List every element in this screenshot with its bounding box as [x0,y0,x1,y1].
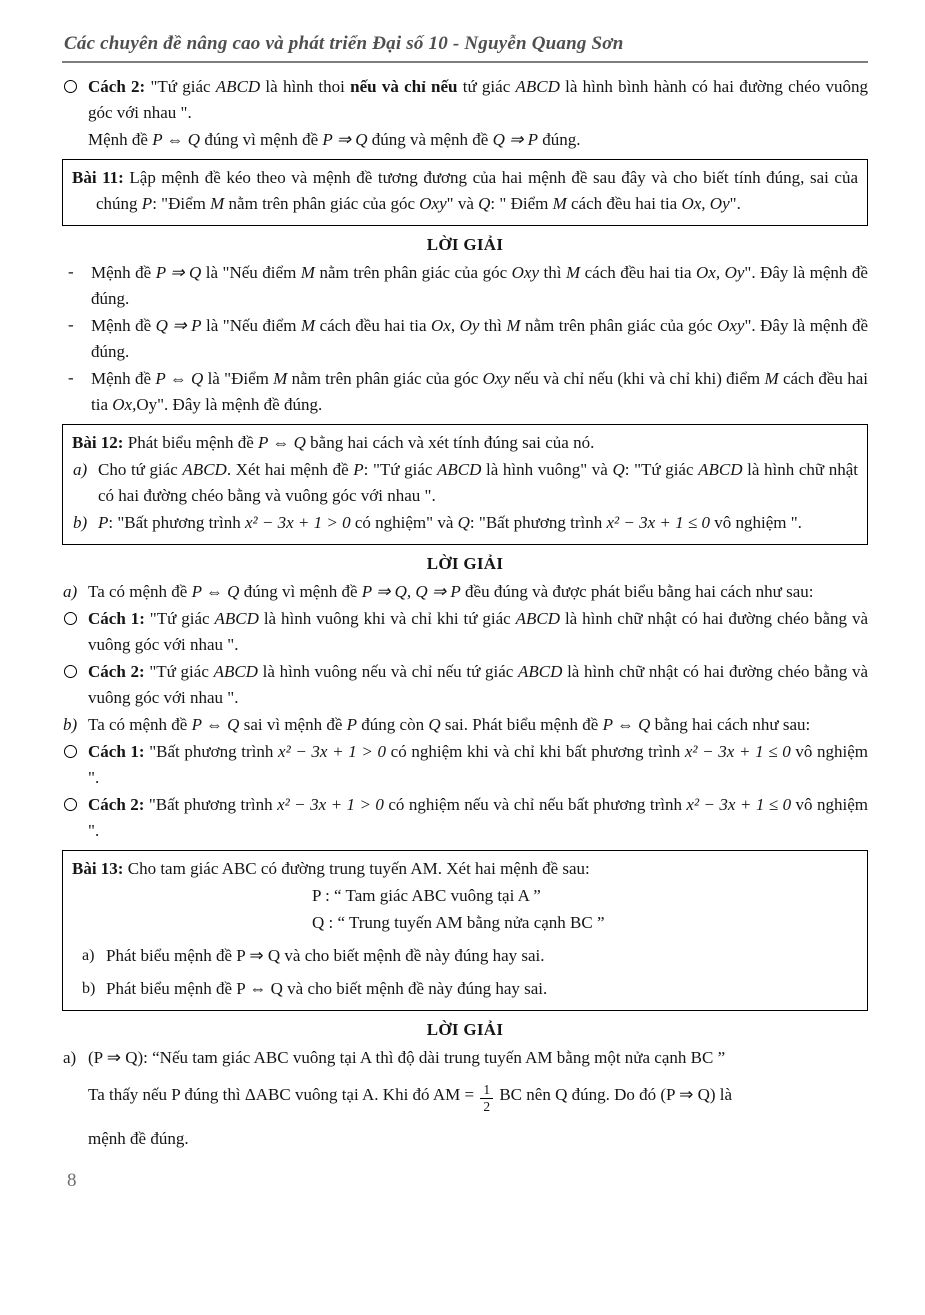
text-segment: cách đều hai tia [566,194,682,213]
text-segment: "Tứ giác [149,662,214,681]
text-segment: Mệnh đề [88,130,153,149]
text-segment: ABCD [515,77,560,96]
text-segment: Q [612,460,625,479]
text-segment: là hình vuông" và [481,460,613,479]
bai-13-statement [72,856,858,882]
text-segment: có nghiệm nếu và chỉ nếu bất phương trình [383,795,687,814]
text-segment: Ox, [112,395,137,414]
text-segment: x² − 3x + 1 > 0 [277,795,384,814]
text-segment: P ⇒ Q, Q ⇒ P [361,582,461,601]
solution-13-a-line2 [62,1082,868,1115]
text-segment: Oxy [717,316,745,335]
text-segment: ABCD [213,662,258,681]
text-segment: ABCD [215,77,261,96]
text-segment: ". Đây là mệnh đề đúng. [91,316,868,361]
item-letter: a) [73,460,88,479]
item-letter: a) [63,582,78,601]
text-segment: x² − 3x + 1 > 0 [244,513,351,532]
solution-item [62,366,868,418]
text-segment: cách đều hai tia [315,316,432,335]
text-segment: Bài 11: [72,168,130,187]
text-segment: Mệnh đề [91,316,156,335]
text-segment: đúng vì mệnh đề [239,582,362,601]
text-segment: Cách 1: [88,742,150,761]
item-letter: b) [73,513,88,532]
item-letter: b) [82,980,96,997]
text-segment: "Bất phương trình [148,795,278,814]
text-segment: ABCD [214,609,259,628]
circle-bullet-icon [64,80,77,93]
text-segment: Cách 1: [88,609,150,628]
text-segment: : "Điểm [152,194,211,213]
text-segment: cách đều hai tia [91,369,868,414]
circle-bullet-icon [64,745,77,758]
text-segment: nằm trên phân giác của góc [314,263,512,282]
text-segment: Q [428,715,441,734]
text-segment: Ox, Oy [431,316,480,335]
cach-1-item [62,739,868,791]
text-segment: "Bất phương trình [149,742,279,761]
text-segment: BC nên Q đúng. Do đó (P ⇒ Q) là [495,1085,733,1104]
text-segment: P [353,460,364,479]
text-segment: là "Điểm [203,369,274,388]
cach-1-item [62,606,868,658]
text-segment: vô nghiệm ". [709,513,802,532]
text-segment: P : “ Tam giác ABC vuông tại A ” [312,886,541,905]
circle-bullet-icon [64,665,77,678]
text-segment: ABCD [437,460,482,479]
solution-b [62,712,868,738]
text-segment: đúng. [538,130,581,149]
text-segment: Oy". Đây là mệnh đề đúng. [136,395,323,414]
text-segment: M [210,194,225,213]
text-segment: nằm trên phân giác của góc [520,316,718,335]
text-segment: là hình bình hành có hai đường chéo vuông góc với nhau ". [88,77,868,122]
text-segment: M [300,263,315,282]
text-segment: Cho tam giác ABC có đường trung tuyến AM. Xét hai mệnh đề sau: [127,859,590,878]
text-segment: M [273,369,288,388]
circle-bullet-icon [64,798,77,811]
page-number: 8 [67,1169,77,1191]
text-segment: M [552,194,567,213]
bai-11-statement [72,165,858,217]
text-segment: Cách 2: [88,795,149,814]
text-segment: có nghiệm khi và chỉ khi bất phương trình [386,742,685,761]
text-segment: Oxy [482,369,510,388]
cach-2-item [62,659,868,711]
text-segment: P ⇔ Q [152,130,201,149]
dash-bullet: - [68,262,74,281]
text-segment: ABCD [698,460,743,479]
text-segment: : "Tứ giác [363,460,438,479]
fraction-numerator: 1 [480,1082,493,1099]
text-segment: tứ giác [457,77,516,96]
statement-q [72,910,858,936]
text-segment: : "Bất phương trình [108,513,245,532]
item-letter: b) [63,715,78,734]
text-segment: đúng còn [357,715,429,734]
text-segment: là hình chữ nhật có hai đường chéo bằng và vuông góc với nhau ". [98,460,858,505]
bai-12-statement [72,430,858,456]
text-segment: Oxy [511,263,539,282]
solution-a [62,579,868,605]
text-segment: thì [479,316,507,335]
text-segment: M [506,316,521,335]
menh-de-conclusion [62,127,868,153]
text-segment: Ta có mệnh đề [88,582,192,601]
text-segment: Ta thấy nếu P đúng thì ΔABC vuông tại A. Khi đó AM = [88,1085,479,1104]
text-segment: "Tứ giác [150,77,216,96]
text-segment: P ⇒ Q [322,130,368,149]
text-segment: P ⇔ Q [155,369,204,388]
text-segment: ". [729,194,741,213]
text-segment: bằng hai cách và xét tính đúng sai của nó. [305,433,595,452]
text-segment: có nghiệm" và [350,513,458,532]
solution-13-a [62,1045,868,1071]
solution-13-a-line3 [62,1126,868,1152]
text-segment: Q [457,513,470,532]
section-heading: LỜI GIẢI [426,1020,504,1039]
text-segment: : " Điểm [490,194,553,213]
text-segment: Q : “ Trung tuyến AM bằng nửa cạnh BC ” [312,913,605,932]
text-segment: x² − 3x + 1 ≤ 0 [686,795,792,814]
text-segment: Q ⇒ P [155,316,202,335]
solution-item [62,313,868,365]
text-segment: M [764,369,779,388]
text-segment: Q ⇒ P [492,130,538,149]
text-segment: P ⇔ Q [258,433,306,452]
bai-12-part-b [72,510,858,536]
text-segment: P [141,194,153,213]
text-segment: sai. Phát biểu mệnh đề [440,715,603,734]
text-segment: P ⇔ Q [602,715,651,734]
text-segment: x² − 3x + 1 > 0 [278,742,387,761]
text-segment: Phát biểu mệnh đề P ⇒ Q và cho biết mệnh đề này đúng hay sai. [106,946,545,965]
text-segment: . Xét hai mệnh đề [226,460,354,479]
text-segment: P [98,513,109,532]
fraction-denominator: 2 [483,1099,491,1114]
text-segment: Mệnh đề [91,369,156,388]
solution-item [62,260,868,312]
text-segment: Ox, Oy [681,194,730,213]
text-segment: là "Nếu điểm [201,316,301,335]
text-segment: (P ⇒ Q): “Nếu tam giác ABC vuông tại A thì độ dài trung tuyến AM bằng một nửa cạnh BC ” [88,1048,726,1067]
text-segment: P ⇒ Q [155,263,202,282]
text-segment: Ox, Oy [696,263,745,282]
bai-13-part-a [72,943,858,969]
text-segment: Cách 2: [88,662,150,681]
text-segment: bằng hai cách như sau: [650,715,811,734]
text-segment: ". Đây là mệnh đề đúng. [91,263,868,308]
text-segment: P ⇔ Q [191,715,240,734]
text-segment: là hình chữ nhật có hai đường chéo bằng và vuông góc với nhau ". [88,662,868,707]
text-segment: là hình chữ nhật có hai đường chéo bằng và vuông góc với nhau ". [88,609,868,654]
cach-2-item [62,792,868,844]
text-segment: Q [478,194,491,213]
text-segment: là hình vuông khi và chỉ khi tứ giác [258,609,516,628]
text-segment: ABCD [518,662,563,681]
statement-p [72,883,858,909]
page-header-title: Các chuyên đề nâng cao và phát triển Đại số 10 - Nguyễn Quang Sơn [62,33,868,63]
text-segment: vô nghiệm ". [88,742,868,787]
item-letter: a) [82,947,95,964]
text-segment: thì [539,263,566,282]
text-segment: là hình vuông nếu và chỉ nếu tứ giác [257,662,518,681]
text-segment: mệnh đề đúng. [88,1128,189,1148]
text-segment: Lập mệnh đề kéo theo và mệnh đề tương đương của hai mệnh đề sau đây và cho biết tính đúng, sai của chúng [96,168,858,213]
bai-11-box [62,159,868,226]
text-segment: Oxy [419,194,447,213]
text-segment: Bài 12: [72,433,128,452]
text-segment: nếu và chỉ nếu (khi và chỉ khi) điểm [509,369,765,388]
text-segment: P ⇔ Q [191,582,240,601]
text-segment: ABCD [182,460,227,479]
text-segment: x² − 3x + 1 ≤ 0 [684,742,791,761]
cach-2-intro [62,74,868,126]
text-segment: là "Nếu điểm [201,263,301,282]
text-segment: " và [446,194,479,213]
bai-13-box [62,850,868,1011]
text-segment: P [346,715,358,734]
text-segment: nếu và chỉ nếu [350,77,458,96]
text-segment: : "Bất phương trình [469,513,607,532]
text-segment: đều đúng và được phát biểu bằng hai cách như sau: [460,582,814,601]
text-segment: đúng vì mệnh đề [200,130,323,149]
text-segment: đúng và mệnh đề [367,130,493,149]
section-heading: LỜI GIẢI [426,235,504,254]
content-blocks [62,74,868,1152]
bai-12-box [62,424,868,545]
text-segment: "Tứ giác [149,609,215,628]
dash-bullet: - [68,315,74,334]
text-segment: ABCD [515,609,561,628]
text-segment: là hình thoi [260,77,351,96]
text-segment: M [565,263,581,282]
text-segment: M [301,316,316,335]
bai-12-part-a [72,457,858,509]
text-segment: nằm trên phân giác của góc [287,369,483,388]
text-segment: sai vì mệnh đề [239,715,347,734]
dash-bullet: - [68,368,74,387]
item-letter: a) [63,1048,77,1067]
fraction [478,1082,495,1114]
text-segment: Mệnh đề [91,263,156,282]
text-segment: cách đều hai tia [580,263,697,282]
circle-bullet-icon [64,612,77,625]
text-segment: vô nghiệm ". [88,795,868,840]
text-segment: Phát biểu mệnh đề P ⇔ Q và cho biết mệnh đề này đúng hay sai. [106,979,548,998]
text-segment: Phát biểu mệnh đề [127,433,259,452]
text-segment: Cho tứ giác [98,460,183,479]
text-segment: nằm trên phân giác của góc [224,194,420,213]
text-segment: : "Tứ giác [624,460,699,479]
text-segment: x² − 3x + 1 ≤ 0 [606,513,710,532]
text-segment: Cách 2: [88,77,151,96]
bai-13-part-b [72,976,858,1002]
text-segment: Ta có mệnh đề [88,715,192,734]
section-heading: LỜI GIẢI [426,554,504,573]
text-segment: Bài 13: [72,859,128,878]
